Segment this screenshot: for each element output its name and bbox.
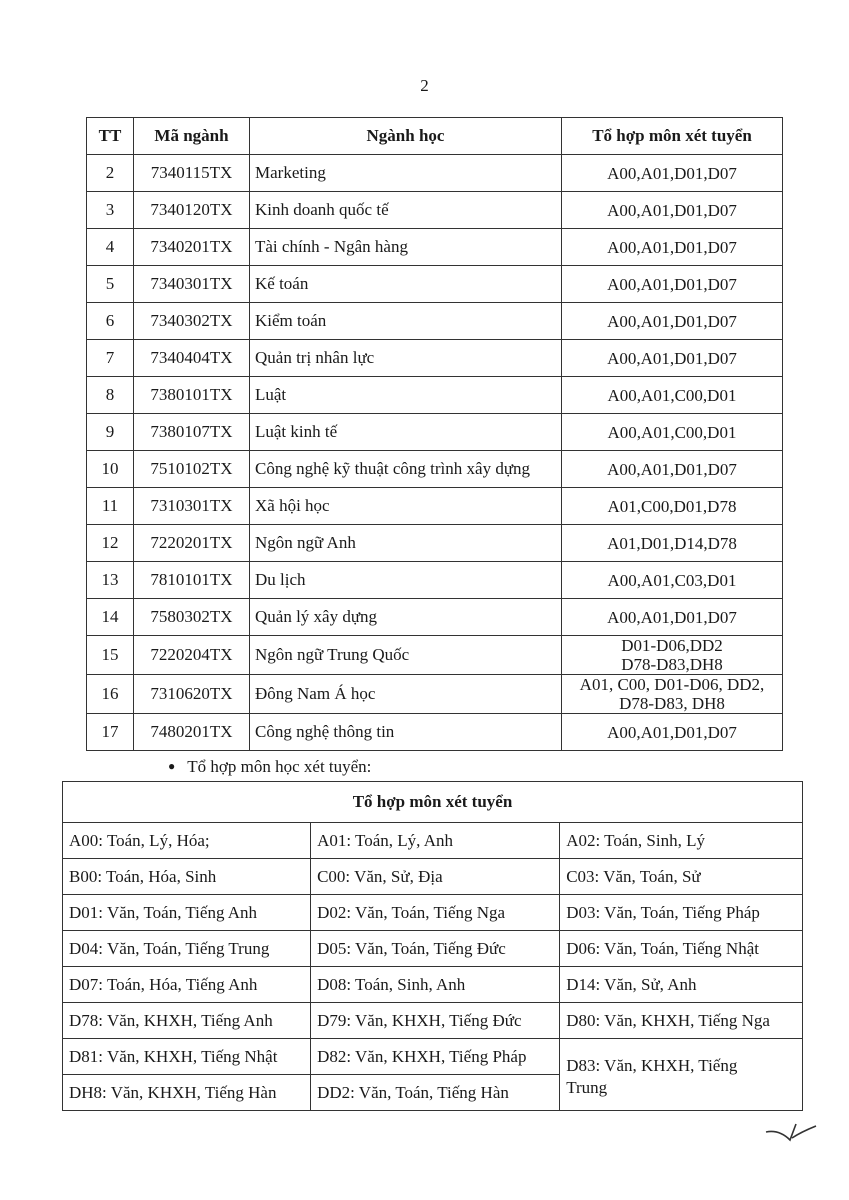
row-code: 7340115TX bbox=[134, 155, 250, 192]
table-row bbox=[63, 895, 803, 931]
combo-cell: DH8: Văn, KHXH, Tiếng Hàn bbox=[63, 1075, 311, 1111]
combo-cell: C03: Văn, Toán, Sử bbox=[560, 859, 803, 895]
row-combo-line1: A01, C00, D01-D06, DD2, bbox=[579, 675, 765, 694]
table-row bbox=[87, 266, 783, 303]
row-major: Xã hội học bbox=[250, 488, 562, 525]
row-major: Ngôn ngữ Trung Quốc bbox=[250, 636, 562, 675]
row-combo-line1: A00,A01,C00,D01 bbox=[607, 422, 737, 442]
row-combo-line1: A00,A01,D01,D07 bbox=[607, 722, 737, 742]
row-combo-line1: A00,A01,D01,D07 bbox=[607, 459, 737, 479]
combo-cell: D02: Văn, Toán, Tiếng Nga bbox=[311, 895, 560, 931]
row-combo bbox=[562, 303, 783, 340]
row-combo bbox=[562, 229, 783, 266]
row-major: Marketing bbox=[250, 155, 562, 192]
row-tt: 9 bbox=[87, 414, 134, 451]
row-code: 7340201TX bbox=[134, 229, 250, 266]
combo-cell: D14: Văn, Sử, Anh bbox=[560, 967, 803, 1003]
row-combo bbox=[562, 599, 783, 636]
combo-cell-d83-line1: D83: Văn, KHXH, Tiếng bbox=[566, 1056, 738, 1075]
table-row bbox=[87, 675, 783, 714]
table-row bbox=[87, 340, 783, 377]
combo-cell: D78: Văn, KHXH, Tiếng Anh bbox=[63, 1003, 311, 1039]
row-tt: 5 bbox=[87, 266, 134, 303]
row-code: 7810101TX bbox=[134, 562, 250, 599]
row-major: Đông Nam Á học bbox=[250, 675, 562, 714]
row-combo-line1: A00,A01,D01,D07 bbox=[607, 311, 737, 331]
row-combo-line2: D78-D83, DH8 bbox=[619, 694, 725, 713]
row-major: Ngôn ngữ Anh bbox=[250, 525, 562, 562]
majors-table bbox=[86, 117, 783, 751]
table-row bbox=[87, 303, 783, 340]
combos-table bbox=[62, 781, 803, 1111]
header-code: Mã ngành bbox=[134, 118, 250, 155]
row-code: 7310620TX bbox=[134, 675, 250, 714]
row-combo bbox=[562, 525, 783, 562]
combo-cell: DD2: Văn, Toán, Tiếng Hàn bbox=[311, 1075, 560, 1111]
header-combo: Tổ hợp môn xét tuyển bbox=[562, 118, 783, 155]
row-code: 7220201TX bbox=[134, 525, 250, 562]
row-combo-line2: D78-D83,DH8 bbox=[621, 655, 723, 674]
combo-cell: D04: Văn, Toán, Tiếng Trung bbox=[63, 931, 311, 967]
row-tt: 16 bbox=[87, 675, 134, 714]
table-row bbox=[87, 451, 783, 488]
row-combo-line1: A00,A01,D01,D07 bbox=[607, 237, 737, 257]
row-code: 7310301TX bbox=[134, 488, 250, 525]
table-row bbox=[63, 823, 803, 859]
row-tt: 17 bbox=[87, 714, 134, 751]
combo-cell: D80: Văn, KHXH, Tiếng Nga bbox=[560, 1003, 803, 1039]
row-combo-line1: A00,A01,C00,D01 bbox=[607, 385, 737, 405]
row-major: Kiểm toán bbox=[250, 303, 562, 340]
row-combo-line1: A00,A01,C03,D01 bbox=[607, 570, 737, 590]
table-row bbox=[87, 192, 783, 229]
row-code: 7580302TX bbox=[134, 599, 250, 636]
combo-cell: D05: Văn, Toán, Tiếng Đức bbox=[311, 931, 560, 967]
row-tt: 12 bbox=[87, 525, 134, 562]
combo-cell: A02: Toán, Sinh, Lý bbox=[560, 823, 803, 859]
row-tt: 2 bbox=[87, 155, 134, 192]
combo-cell: D06: Văn, Toán, Tiếng Nhật bbox=[560, 931, 803, 967]
row-tt: 7 bbox=[87, 340, 134, 377]
combo-cell: D82: Văn, KHXH, Tiếng Pháp bbox=[311, 1039, 560, 1075]
row-code: 7480201TX bbox=[134, 714, 250, 751]
signature-mark bbox=[762, 1118, 822, 1148]
row-combo bbox=[562, 377, 783, 414]
row-major: Kinh doanh quốc tế bbox=[250, 192, 562, 229]
combo-cell: A01: Toán, Lý, Anh bbox=[311, 823, 560, 859]
row-combo-line1: A00,A01,D01,D07 bbox=[607, 274, 737, 294]
row-code: 7220204TX bbox=[134, 636, 250, 675]
table-row bbox=[87, 636, 783, 675]
row-combo bbox=[562, 155, 783, 192]
combo-cell: B00: Toán, Hóa, Sinh bbox=[63, 859, 311, 895]
table-row bbox=[87, 562, 783, 599]
majors-body bbox=[87, 155, 783, 751]
row-major: Luật kinh tế bbox=[250, 414, 562, 451]
table-row bbox=[87, 155, 783, 192]
table-row bbox=[63, 859, 803, 895]
bullet-heading-text: Tổ hợp môn học xét tuyển: bbox=[187, 757, 372, 776]
table-row bbox=[63, 967, 803, 1003]
table-row bbox=[63, 1039, 803, 1075]
row-combo-line1: A00,A01,D01,D07 bbox=[607, 607, 737, 627]
row-combo bbox=[562, 636, 783, 675]
table-row bbox=[87, 229, 783, 266]
row-tt: 8 bbox=[87, 377, 134, 414]
table-row bbox=[87, 377, 783, 414]
row-combo bbox=[562, 675, 783, 714]
row-tt: 13 bbox=[87, 562, 134, 599]
row-code: 7340301TX bbox=[134, 266, 250, 303]
row-tt: 11 bbox=[87, 488, 134, 525]
row-major: Luật bbox=[250, 377, 562, 414]
row-tt: 10 bbox=[87, 451, 134, 488]
row-combo bbox=[562, 340, 783, 377]
row-major: Quản lý xây dựng bbox=[250, 599, 562, 636]
row-major: Tài chính - Ngân hàng bbox=[250, 229, 562, 266]
row-combo-line1: A01,C00,D01,D78 bbox=[607, 496, 737, 516]
table-row bbox=[63, 931, 803, 967]
row-combo-line1: A00,A01,D01,D07 bbox=[607, 348, 737, 368]
row-tt: 3 bbox=[87, 192, 134, 229]
majors-header-row bbox=[87, 118, 783, 155]
table-row bbox=[87, 599, 783, 636]
combo-cell: D07: Toán, Hóa, Tiếng Anh bbox=[63, 967, 311, 1003]
page-number: 2 bbox=[420, 76, 429, 95]
combos-header-row bbox=[63, 782, 803, 823]
combos-header: Tổ hợp môn xét tuyển bbox=[63, 782, 803, 823]
row-combo bbox=[562, 451, 783, 488]
table-row bbox=[87, 414, 783, 451]
header-major: Ngành học bbox=[250, 118, 562, 155]
combo-cell: D79: Văn, KHXH, Tiếng Đức bbox=[311, 1003, 560, 1039]
row-major: Quản trị nhân lực bbox=[250, 340, 562, 377]
row-code: 7380101TX bbox=[134, 377, 250, 414]
table-row bbox=[87, 714, 783, 751]
combo-cell: D03: Văn, Toán, Tiếng Pháp bbox=[560, 895, 803, 931]
row-code: 7510102TX bbox=[134, 451, 250, 488]
combo-cell: D01: Văn, Toán, Tiếng Anh bbox=[63, 895, 311, 931]
row-code: 7380107TX bbox=[134, 414, 250, 451]
row-combo bbox=[562, 414, 783, 451]
row-tt: 15 bbox=[87, 636, 134, 675]
row-major: Công nghệ thông tin bbox=[250, 714, 562, 751]
row-combo bbox=[562, 562, 783, 599]
table-row bbox=[87, 525, 783, 562]
row-combo-line1: A01,D01,D14,D78 bbox=[607, 533, 737, 553]
row-tt: 6 bbox=[87, 303, 134, 340]
header-tt: TT bbox=[87, 118, 134, 155]
row-combo bbox=[562, 488, 783, 525]
combo-cell-d83-line2: Trung bbox=[566, 1078, 608, 1097]
combo-cell: C00: Văn, Sử, Địa bbox=[311, 859, 560, 895]
row-combo-line1: A00,A01,D01,D07 bbox=[607, 200, 737, 220]
row-tt: 14 bbox=[87, 599, 134, 636]
table-row bbox=[87, 488, 783, 525]
row-combo-line1: D01-D06,DD2 bbox=[621, 636, 723, 655]
combo-cell: D81: Văn, KHXH, Tiếng Nhật bbox=[63, 1039, 311, 1075]
row-combo bbox=[562, 266, 783, 303]
combos-body bbox=[63, 823, 803, 1039]
table-row bbox=[63, 1003, 803, 1039]
row-major: Kế toán bbox=[250, 266, 562, 303]
row-combo bbox=[562, 714, 783, 751]
combo-cell: D08: Toán, Sinh, Anh bbox=[311, 967, 560, 1003]
bullet-icon: ● bbox=[168, 759, 176, 773]
row-major: Công nghệ kỹ thuật công trình xây dựng bbox=[250, 451, 562, 488]
row-tt: 4 bbox=[87, 229, 134, 266]
bullet-heading bbox=[168, 757, 371, 777]
combo-cell-d83 bbox=[560, 1039, 803, 1111]
row-code: 7340120TX bbox=[134, 192, 250, 229]
row-code: 7340302TX bbox=[134, 303, 250, 340]
row-combo bbox=[562, 192, 783, 229]
row-code: 7340404TX bbox=[134, 340, 250, 377]
row-major: Du lịch bbox=[250, 562, 562, 599]
combo-cell: A00: Toán, Lý, Hóa; bbox=[63, 823, 311, 859]
row-combo-line1: A00,A01,D01,D07 bbox=[607, 163, 737, 183]
